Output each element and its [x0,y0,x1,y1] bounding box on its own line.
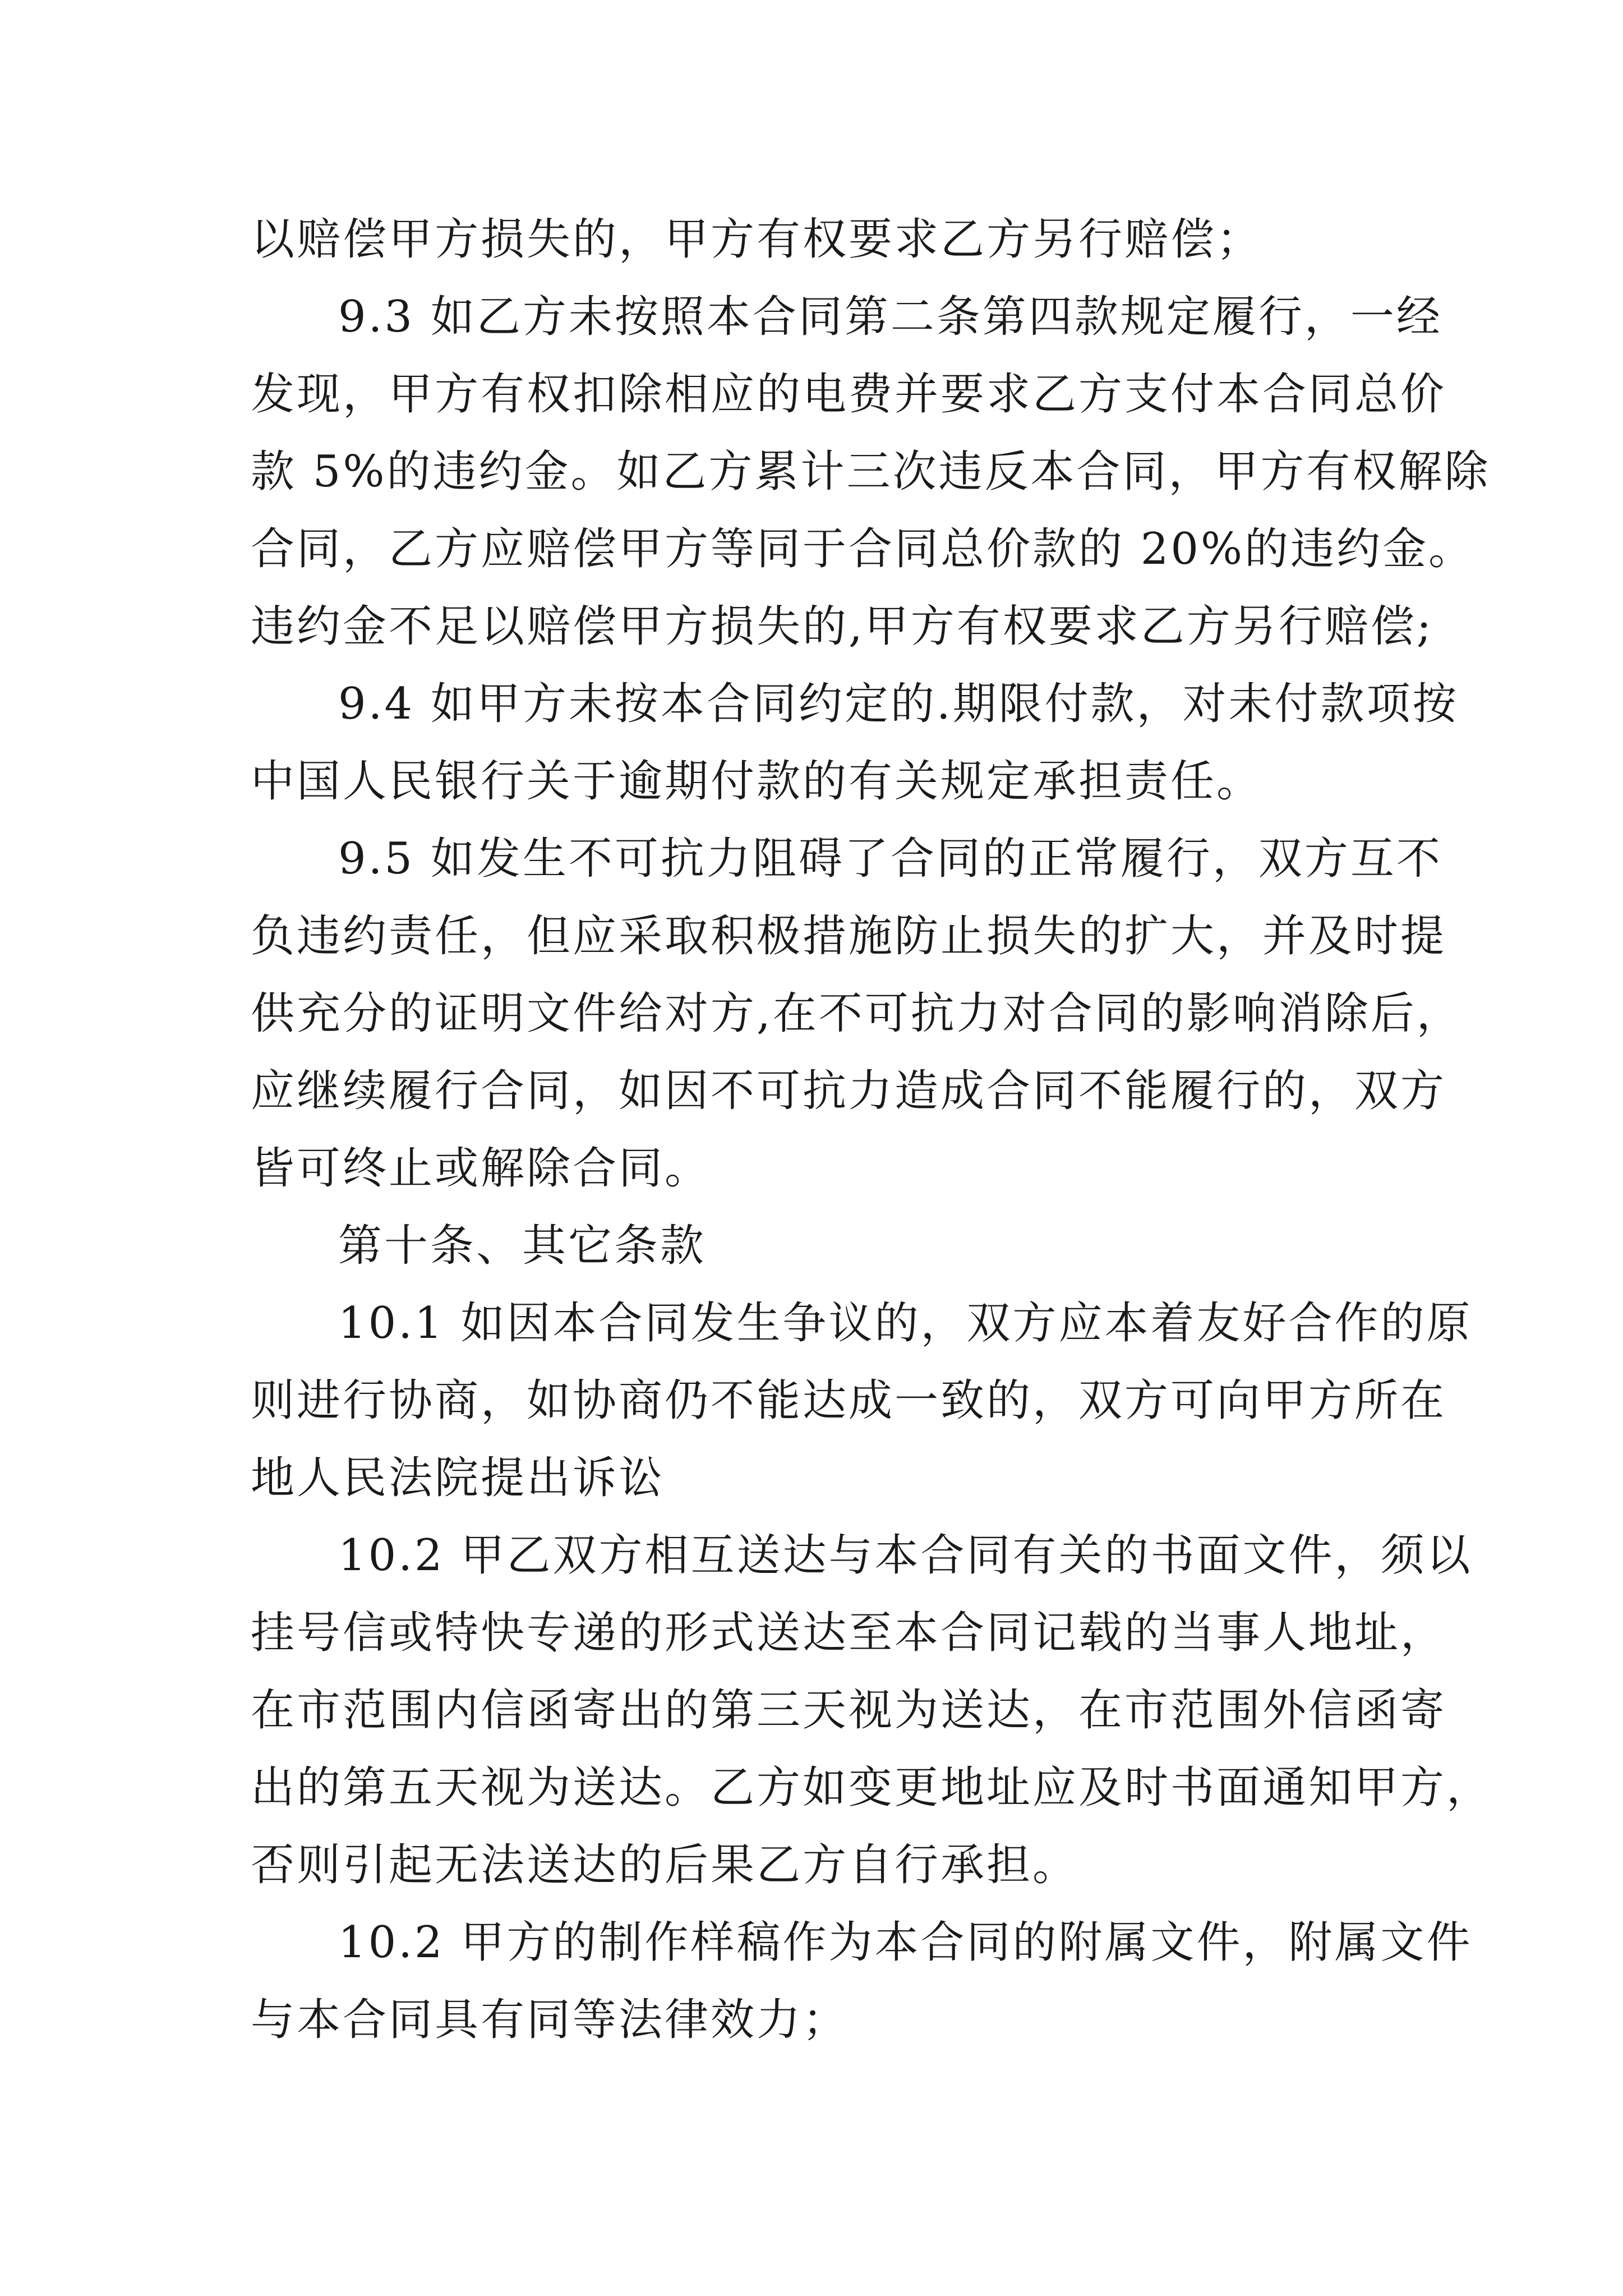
document-body [251,201,1493,2059]
text-line: 则进行协商，如协商仍不能达成一致的，双方可向甲方所在 [251,1375,1447,1426]
clause-10-1-line: 10.1 如因本合同发生争议的，双方应本着友好合作的原 [338,1298,1473,1349]
text-line: 否则引起无法送达的后果乙方自行承担。 [251,1840,1079,1890]
text-line: 款 5%的违约金。如乙方累计三次违反本合同，甲方有权解除 [251,447,1491,497]
text-line: 负违约责任，但应采取积极措施防止损失的扩大，并及时提 [251,911,1447,961]
text-line: 皆可终止或解除合同。 [251,1143,711,1194]
text-line: 以赔偿甲方损失的，甲方有权要求乙方另行赔偿； [251,214,1263,265]
text-line: 发现，甲方有权扣除相应的电费并要求乙方支付本合同总价 [251,369,1447,420]
clause-10-2b-line: 10.2 甲方的制作样稿作为本合同的附属文件，附属文件 [338,1917,1473,1968]
section-heading: 第十条、其它条款 [338,1221,707,1271]
clause-9-5-line: 9.5 如发生不可抗力阻碍了合同的正常履行，双方互不 [338,834,1442,884]
text-line: 违约金不足以赔偿甲方损失的,甲方有权要求乙方另行赔偿; [251,601,1434,652]
text-line: 供充分的证明文件给对方,在不可抗力对合同的影响消除后， [251,988,1463,1039]
clause-9-4-line: 9.4 如甲方未按本合同约定的.期限付款，对未付款项按 [338,679,1459,729]
text-line: 地人民法院提出诉讼 [251,1453,665,1503]
text-line: 应继续履行合同，如因不可抗力造成合同不能履行的，双方 [251,1066,1447,1116]
text-line: 挂号信或特快专递的形式送达至本合同记载的当事人地址， [251,1608,1447,1658]
text-line: 合同，乙方应赔偿甲方等同于合同总价款的 20%的违约金。 [251,524,1475,574]
text-line: 在市范围内信函寄出的第三天视为送达，在市范围外信函寄 [251,1685,1447,1736]
text-line: 中国人民银行关于逾期付款的有关规定承担责任。 [251,756,1263,807]
text-line: 与本合同具有同等法律效力； [251,1995,849,2045]
text-line: 出的第五天视为送达。乙方如变更地址应及时书面通知甲方， [251,1763,1493,1813]
clause-10-2-line: 10.2 甲乙双方相互送达与本合同有关的书面文件，须以 [338,1530,1473,1581]
clause-9-3-line: 9.3 如乙方未按照本合同第二条第四款规定履行，一经 [338,292,1442,342]
